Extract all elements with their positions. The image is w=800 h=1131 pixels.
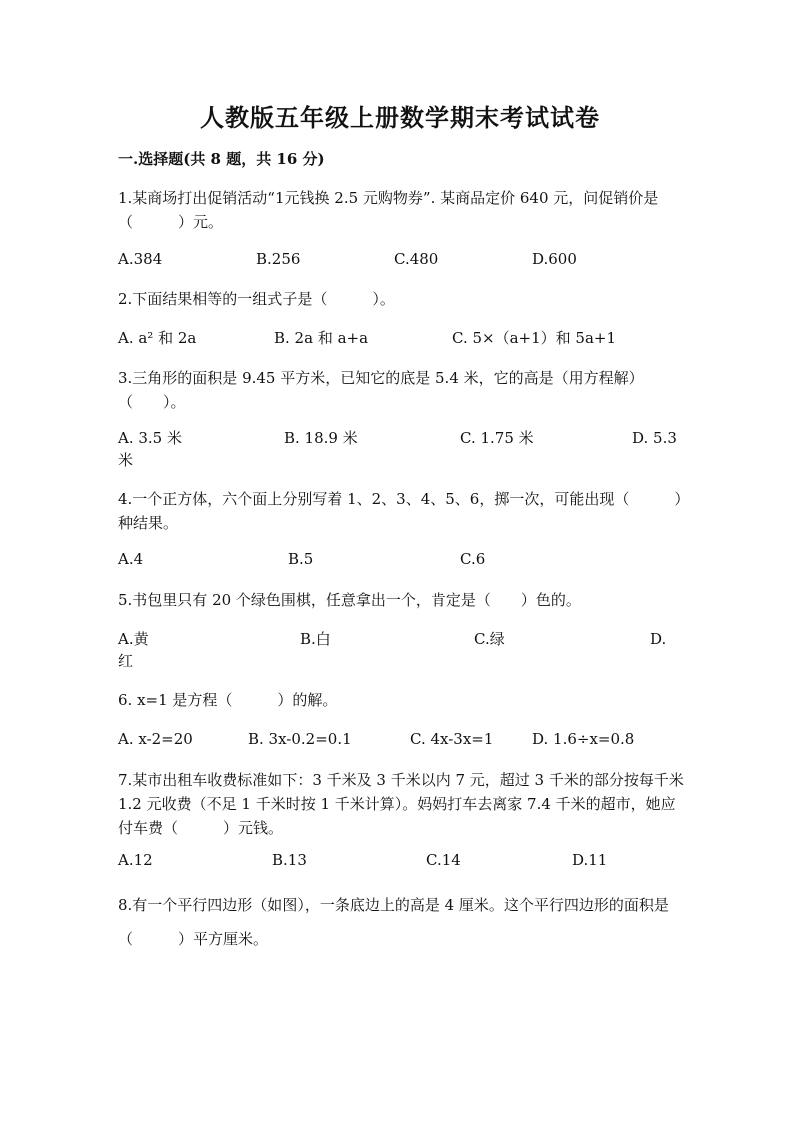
option-a[interactable]: A.4 — [118, 550, 144, 568]
option-a[interactable]: A. a² 和 2a — [118, 329, 197, 347]
option-c[interactable]: C.绿 — [474, 630, 505, 648]
option-a[interactable]: A.384 — [118, 250, 163, 268]
option-c[interactable]: C.14 — [426, 851, 461, 869]
option-a[interactable]: A. x-2=20 — [118, 730, 193, 748]
option-d[interactable]: D. 1.6÷x=0.8 — [532, 730, 635, 748]
option-a[interactable]: A.黄 — [118, 630, 149, 648]
option-c[interactable]: C.480 — [394, 250, 439, 268]
option-a[interactable]: A. 3.5 米 — [118, 429, 182, 447]
option-b[interactable]: B.13 — [272, 851, 307, 869]
question-4: 4.一个正方体，六个面上分别写着 1、2、3、4、5、6，掷一次，可能出现（ ）种结果。 — [118, 490, 682, 532]
question-7: 7.某市出租车收费标准如下：3 千米及 3 千米以内 7 元，超过 3 千米的部分按每千米 1.2 元收费（不足 1 千米时按 1 千米计算）。妈妈打车去离家 7.4 千米的超市，她应付车费（ ）元钱。 — [118, 771, 684, 837]
option-d[interactable]: D.600 — [532, 250, 577, 268]
question-5: 5.书包里只有 20 个绿色围棋，任意拿出一个，肯定是（ ）色的。 — [118, 591, 581, 609]
question-8: 8.有一个平行四边形（如图），一条底边上的高是 4 厘米。这个平行四边形的面积是（ ）平方厘米。 — [118, 896, 669, 948]
option-c[interactable]: C. 1.75 米 — [460, 429, 534, 447]
question-2: 2.下面结果相等的一组式子是（ ）。 — [118, 290, 395, 308]
option-b[interactable]: B.5 — [288, 550, 314, 568]
option-c[interactable]: C.6 — [460, 550, 486, 568]
option-d[interactable]: D.11 — [572, 851, 608, 869]
option-d-wrap: 红 — [118, 652, 134, 670]
option-c[interactable]: C. 4x-3x=1 — [410, 730, 494, 748]
option-d[interactable]: D. — [650, 630, 667, 648]
option-b[interactable]: B.白 — [300, 630, 331, 648]
option-d[interactable]: D. 5.3 — [632, 429, 677, 447]
option-b[interactable]: B. 3x-0.2=0.1 — [248, 730, 352, 748]
option-b[interactable]: B.256 — [256, 250, 301, 268]
question-3: 3.三角形的面积是 9.45 平方米，已知它的底是 5.4 米，它的高是（用方程解）（ ）。 — [118, 369, 644, 411]
option-d-wrap: 米 — [118, 451, 134, 469]
option-c[interactable]: C. 5×（a+1）和 5a+1 — [452, 329, 617, 347]
section-heading: 一.选择题(共 8 题，共 16 分) — [118, 150, 325, 168]
option-b[interactable]: B. 2a 和 a+a — [274, 329, 369, 347]
question-6: 6. x=1 是方程（ ）的解。 — [118, 691, 338, 709]
option-a[interactable]: A.12 — [118, 851, 153, 869]
page-title: 人教版五年级上册数学期末考试试卷 — [200, 103, 600, 132]
option-b[interactable]: B. 18.9 米 — [284, 429, 358, 447]
question-1: 1.某商场打出促销活动“1元钱换 2.5 元购物券”. 某商品定价 640 元，问促销价是（ ）元。 — [118, 189, 659, 231]
